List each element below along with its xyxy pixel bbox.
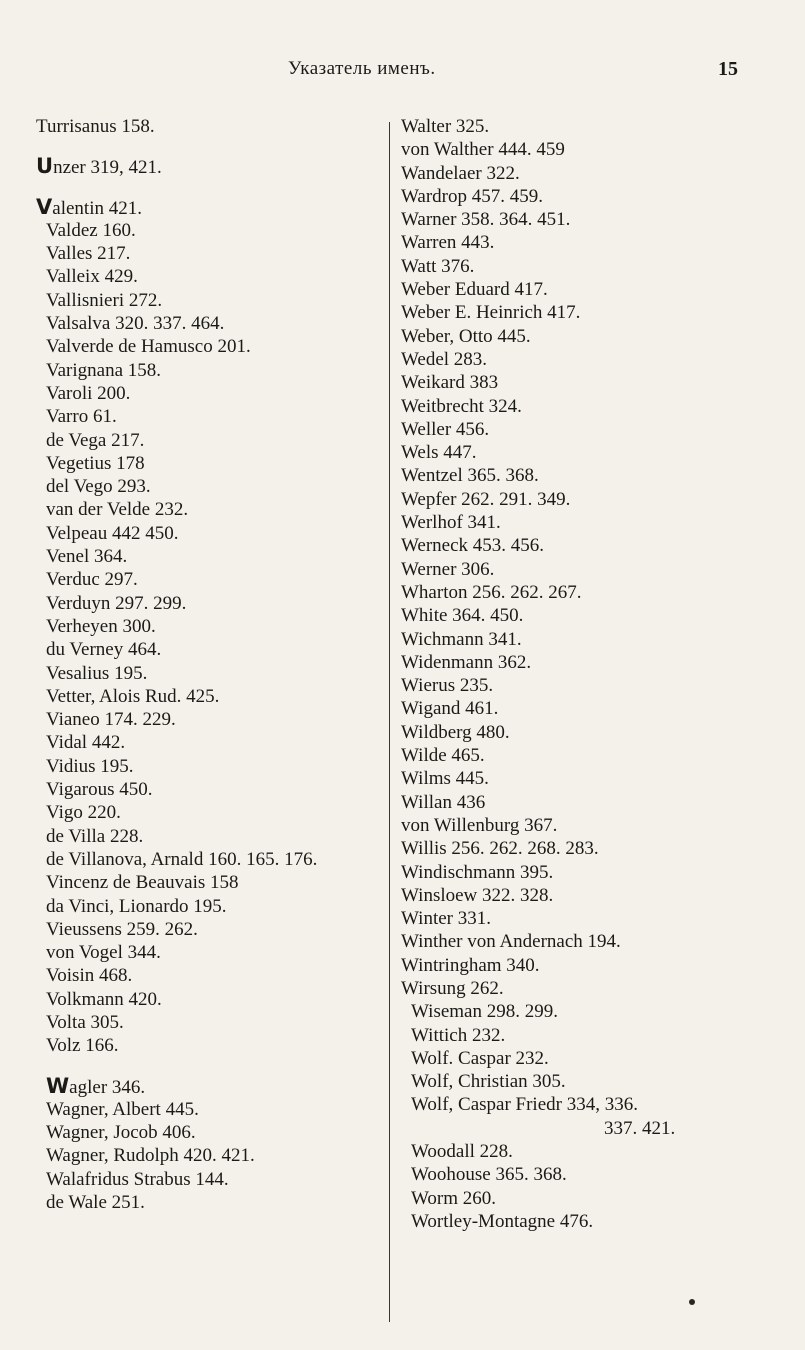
index-entry — [401, 1117, 771, 1140]
index-entry — [36, 1121, 388, 1144]
index-entry — [36, 941, 388, 964]
entry-text: Wandelaer 322. — [401, 162, 520, 184]
entry-text: 337. 421. — [604, 1117, 676, 1139]
entry-text: Winter 331. — [401, 908, 491, 930]
entry-text: Varro 61. — [46, 406, 117, 428]
entry-text: Vidius 195. — [46, 755, 134, 777]
entry-text: Winther von Andernach 194. — [401, 931, 621, 953]
entry-text: Wichmann 341. — [401, 628, 522, 650]
index-entry — [401, 861, 771, 884]
page-title: Указатель именъ. — [288, 58, 436, 79]
index-entry — [401, 1187, 771, 1210]
page-number: 15 — [718, 58, 738, 80]
entry-text: Volta 305. — [46, 1011, 124, 1033]
entry-text: Werner 306. — [401, 558, 495, 580]
index-entry — [36, 265, 388, 288]
index-entry — [36, 219, 388, 242]
page-header — [0, 58, 805, 88]
index-entry — [401, 977, 771, 1000]
section-initial: U — [36, 154, 54, 179]
entry-text: Weikard 383 — [401, 372, 499, 394]
index-entry — [36, 918, 388, 941]
index-entry — [401, 907, 771, 930]
entry-text: del Vego 293. — [46, 476, 151, 498]
entry-text: Wiseman 298. 299. — [411, 1001, 558, 1023]
index-entry — [401, 208, 771, 231]
index-entry — [401, 581, 771, 604]
index-entry — [401, 325, 771, 348]
index-entry — [36, 662, 388, 685]
index-entry — [401, 767, 771, 790]
section-initial: V — [36, 194, 53, 219]
entry-text: de Villanova, Arnald 160. 165. 176. — [46, 848, 318, 870]
entry-text: Weber, Otto 445. — [401, 325, 531, 347]
entry-text: Vallisnieri 272. — [46, 289, 163, 311]
index-entry — [36, 335, 388, 358]
entry-text: Warren 443. — [401, 232, 495, 254]
section-initial: W — [46, 1073, 70, 1098]
index-entry — [36, 1098, 388, 1121]
entry-text: Wittich 232. — [411, 1024, 506, 1046]
entry-text: agler 346. — [69, 1076, 146, 1098]
entry-text: Watt 376. — [401, 255, 475, 277]
index-entry — [401, 255, 771, 278]
entry-text: Wharton 256. 262. 267. — [401, 581, 582, 603]
entry-text: Wirsung 262. — [401, 977, 504, 999]
end-ornament — [689, 1299, 695, 1305]
entry-text: alentin 421. — [52, 197, 142, 219]
entry-text: von Walther 444. 459 — [401, 139, 565, 161]
index-entry — [36, 405, 388, 428]
entry-text: da Vinci, Lionardo 195. — [46, 895, 227, 917]
index-entry — [36, 848, 388, 871]
entry-text: Wortley-Montagne 476. — [411, 1210, 594, 1232]
entry-text: Wels 447. — [401, 442, 477, 464]
index-entry — [36, 242, 388, 265]
column-divider — [389, 122, 390, 1322]
entry-text: Werlhof 341. — [401, 512, 501, 534]
index-entry — [401, 301, 771, 324]
entry-text: Wedel 283. — [401, 348, 488, 370]
index-entry — [401, 1047, 771, 1070]
entry-text: Weber Eduard 417. — [401, 279, 548, 301]
entry-text: Valverde de Hamusco 201. — [46, 336, 251, 358]
entry-text: Wilms 445. — [401, 768, 489, 790]
entry-text: von Willenburg 367. — [401, 814, 558, 836]
index-entry — [36, 429, 388, 452]
index-entry — [401, 1070, 771, 1093]
index-entry — [36, 988, 388, 1011]
index-entry — [36, 615, 388, 638]
index-entry — [36, 498, 388, 521]
index-entry — [36, 359, 388, 382]
index-entry — [36, 1034, 388, 1057]
entry-text: van der Velde 232. — [46, 499, 189, 521]
index-entry — [36, 475, 388, 498]
index-entry — [401, 488, 771, 511]
entry-text: Wigand 461. — [401, 698, 499, 720]
index-entry — [36, 801, 388, 824]
index-entry — [36, 568, 388, 591]
index-entry — [401, 604, 771, 627]
index-entry — [36, 825, 388, 848]
entry-text: Weber E. Heinrich 417. — [401, 302, 581, 324]
entry-text: Wildberg 480. — [401, 721, 510, 743]
index-entry — [401, 115, 771, 138]
index-entry — [401, 814, 771, 837]
index-entry — [401, 721, 771, 744]
index-entry — [36, 1075, 388, 1098]
entry-text: Valdez 160. — [46, 219, 136, 241]
entry-text: Weller 456. — [401, 418, 490, 440]
index-entry — [401, 348, 771, 371]
index-entry — [401, 418, 771, 441]
entry-text: Vidal 442. — [46, 732, 126, 754]
entry-text: Vianeo 174. 229. — [46, 709, 176, 731]
index-entry — [36, 1168, 388, 1191]
entry-text: Volz 166. — [46, 1035, 119, 1057]
entry-text: Verduyn 297. 299. — [46, 592, 187, 614]
entry-text: Wolf, Christian 305. — [411, 1071, 566, 1093]
entry-text: Valsalva 320. 337. 464. — [46, 313, 225, 335]
entry-text: Windischmann 395. — [401, 861, 554, 883]
entry-text: de Villa 228. — [46, 825, 144, 847]
index-entry — [36, 638, 388, 661]
index-entry — [36, 592, 388, 615]
index-entry — [401, 744, 771, 767]
index-entry — [401, 1024, 771, 1047]
entry-text: Vetter, Alois Rud. 425. — [46, 685, 220, 707]
index-entry — [401, 162, 771, 185]
entry-text: Werneck 453. 456. — [401, 535, 545, 557]
entry-text: Wierus 235. — [401, 675, 494, 697]
entry-text: Winsloew 322. 328. — [401, 884, 554, 906]
entry-text: Widenmann 362. — [401, 651, 532, 673]
index-entry — [36, 452, 388, 475]
index-entry — [36, 289, 388, 312]
index-entry — [401, 837, 771, 860]
entry-text: Verheyen 300. — [46, 615, 156, 637]
index-entry — [36, 382, 388, 405]
index-entry — [401, 395, 771, 418]
entry-text: Velpeau 442 450. — [46, 522, 179, 544]
entry-text: Wagner, Albert 445. — [46, 1098, 199, 1120]
index-entry — [401, 1210, 771, 1233]
index-entry — [36, 115, 388, 138]
index-entry — [36, 708, 388, 731]
index-entry — [36, 964, 388, 987]
entry-text: Turrisanus 158. — [36, 116, 155, 137]
index-entry — [401, 371, 771, 394]
index-entry — [401, 1140, 771, 1163]
index-entry — [401, 278, 771, 301]
entry-text: Wintringham 340. — [401, 954, 540, 976]
entry-text: Venel 364. — [46, 546, 128, 568]
entry-text: Wepfer 262. 291. 349. — [401, 488, 571, 510]
index-entry — [401, 697, 771, 720]
index-entry — [36, 755, 388, 778]
index-entry — [401, 930, 771, 953]
entry-text: du Verney 464. — [46, 639, 162, 661]
index-entry — [401, 1093, 771, 1116]
index-entry — [401, 441, 771, 464]
index-entry — [401, 511, 771, 534]
index-entry — [36, 155, 388, 178]
entry-text: de Vega 217. — [46, 429, 145, 451]
entry-text: White 364. 450. — [401, 605, 524, 627]
entry-text: Willan 436 — [401, 791, 486, 813]
entry-text: de Wale 251. — [46, 1192, 145, 1214]
index-entry — [401, 185, 771, 208]
index-entry — [401, 791, 771, 814]
index-entry — [401, 651, 771, 674]
entry-text: Wagner, Rudolph 420. 421. — [46, 1145, 255, 1167]
entry-text: Vigo 220. — [46, 802, 121, 824]
index-entry — [401, 674, 771, 697]
entry-text: Warner 358. 364. 451. — [401, 209, 571, 231]
index-entry — [401, 534, 771, 557]
index-entry — [401, 1163, 771, 1186]
entry-text: Willis 256. 262. 268. 283. — [401, 838, 599, 860]
index-entry — [36, 731, 388, 754]
index-entry — [401, 464, 771, 487]
entry-text: Wolf. Caspar 232. — [411, 1047, 549, 1069]
index-entry — [36, 196, 388, 219]
entry-text: Worm 260. — [411, 1187, 497, 1209]
entry-text: Vieussens 259. 262. — [46, 918, 198, 940]
entry-text: Vigarous 450. — [46, 779, 153, 801]
index-entry — [401, 558, 771, 581]
entry-text: Weitbrecht 324. — [401, 395, 522, 417]
entry-text: Vegetius 178 — [46, 452, 145, 474]
index-entry — [401, 138, 771, 161]
entry-text: Wentzel 365. 368. — [401, 465, 539, 487]
index-entry — [36, 778, 388, 801]
index-entry — [36, 545, 388, 568]
entry-text: Walter 325. — [401, 116, 490, 137]
entry-text: nzer 319, 421. — [53, 157, 162, 179]
entry-text: Varignana 158. — [46, 359, 162, 381]
index-column-left — [36, 115, 388, 1214]
index-entry — [401, 954, 771, 977]
entry-text: Valleix 429. — [46, 266, 138, 288]
entry-text: von Vogel 344. — [46, 942, 161, 964]
entry-text: Woodall 228. — [411, 1141, 513, 1163]
entry-text: Verduc 297. — [46, 569, 138, 591]
index-entry — [36, 871, 388, 894]
index-entry — [36, 1144, 388, 1167]
index-entry — [36, 1011, 388, 1034]
entry-text: Walafridus Strabus 144. — [46, 1168, 229, 1190]
entry-text: Vincenz de Beauvais 158 — [46, 872, 239, 894]
index-entry — [36, 312, 388, 335]
index-entry — [401, 628, 771, 651]
index-entry — [36, 895, 388, 918]
index-entry — [401, 231, 771, 254]
entry-text: Wilde 465. — [401, 745, 485, 767]
entry-text: Woohouse 365. 368. — [411, 1164, 567, 1186]
index-entry — [401, 1000, 771, 1023]
entry-text: Vesalius 195. — [46, 662, 148, 684]
index-column-right — [401, 115, 771, 1233]
index-entry — [36, 522, 388, 545]
entry-text: Volkmann 420. — [46, 988, 162, 1010]
entry-text: Wagner, Jocob 406. — [46, 1122, 196, 1144]
index-entry — [36, 685, 388, 708]
index-entry — [36, 1191, 388, 1214]
entry-text: Wolf, Caspar Friedr 334, 336. — [411, 1094, 638, 1116]
entry-text: Valles 217. — [46, 243, 131, 265]
entry-text: Varoli 200. — [46, 382, 131, 404]
entry-text: Voisin 468. — [46, 965, 133, 987]
entry-text: Wardrop 457. 459. — [401, 185, 543, 207]
index-entry — [401, 884, 771, 907]
